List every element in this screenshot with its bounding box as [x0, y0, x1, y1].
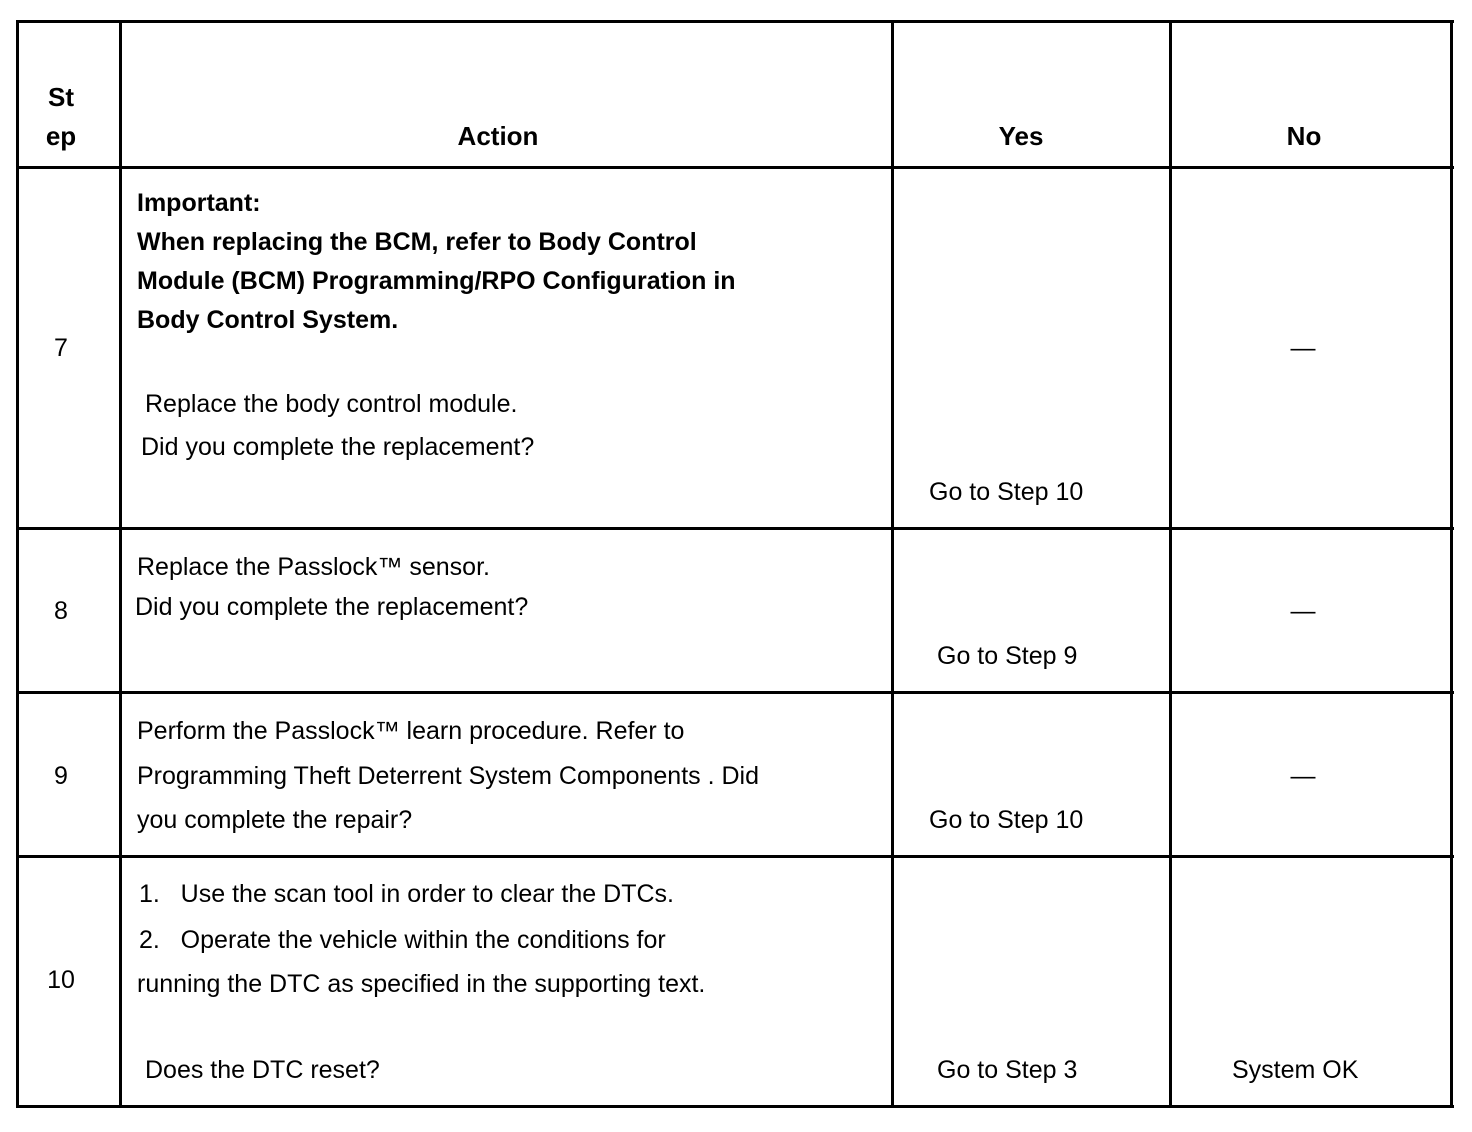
important-note-line: Body Control System.: [137, 306, 399, 334]
header-divider: [16, 166, 1454, 169]
row-divider: [16, 855, 1454, 858]
action-line: Does the DTC reset?: [145, 1056, 380, 1084]
action-line: running the DTC as specified in the supporting text.: [137, 970, 706, 998]
action-line: 2. Operate the vehicle within the conditions for: [139, 926, 666, 954]
no-result: —: [1290, 597, 1316, 625]
action-line: Perform the Passlock™ learn procedure. Refer to: [137, 717, 685, 745]
row-divider: [16, 691, 1454, 694]
step-number: 7: [54, 334, 68, 362]
header-no: No: [1286, 121, 1322, 151]
important-note-line: When replacing the BCM, refer to Body Control: [137, 228, 697, 256]
column-divider: [891, 20, 894, 1108]
step-number: 9: [54, 762, 68, 790]
action-line: Programming Theft Deterrent System Components . Did: [137, 762, 760, 790]
action-line: Did you complete the replacement?: [135, 593, 529, 621]
column-divider: [119, 20, 122, 1108]
no-result: —: [1290, 334, 1316, 362]
header-step-line2: ep: [45, 121, 77, 151]
important-note-line: Module (BCM) Programming/RPO Configuration in: [137, 267, 736, 295]
column-divider: [1169, 20, 1172, 1108]
table-border-top: [16, 20, 1454, 23]
action-line: Replace the body control module.: [145, 390, 518, 418]
table-border-bottom: [16, 1105, 1454, 1108]
table-border-right: [1450, 20, 1453, 1108]
yes-result: Go to Step 10: [929, 806, 1084, 834]
header-action: Action: [457, 121, 539, 151]
important-label: Important:: [137, 189, 261, 217]
step-number: 10: [47, 966, 75, 994]
action-line: you complete the repair?: [137, 806, 413, 834]
row-divider: [16, 527, 1454, 530]
yes-result: Go to Step 10: [929, 478, 1084, 506]
yes-result: Go to Step 3: [937, 1056, 1078, 1084]
no-result: —: [1290, 762, 1316, 790]
yes-result: Go to Step 9: [937, 642, 1078, 670]
action-line: Replace the Passlock™ sensor.: [137, 553, 490, 581]
no-result: System OK: [1232, 1056, 1359, 1084]
header-step-line1: St: [48, 82, 74, 112]
header-yes: Yes: [998, 121, 1044, 151]
action-line: 1. Use the scan tool in order to clear the DTCs.: [139, 880, 674, 908]
table-border-left: [16, 20, 19, 1108]
action-line: Did you complete the replacement?: [141, 433, 535, 461]
step-number: 8: [54, 597, 68, 625]
